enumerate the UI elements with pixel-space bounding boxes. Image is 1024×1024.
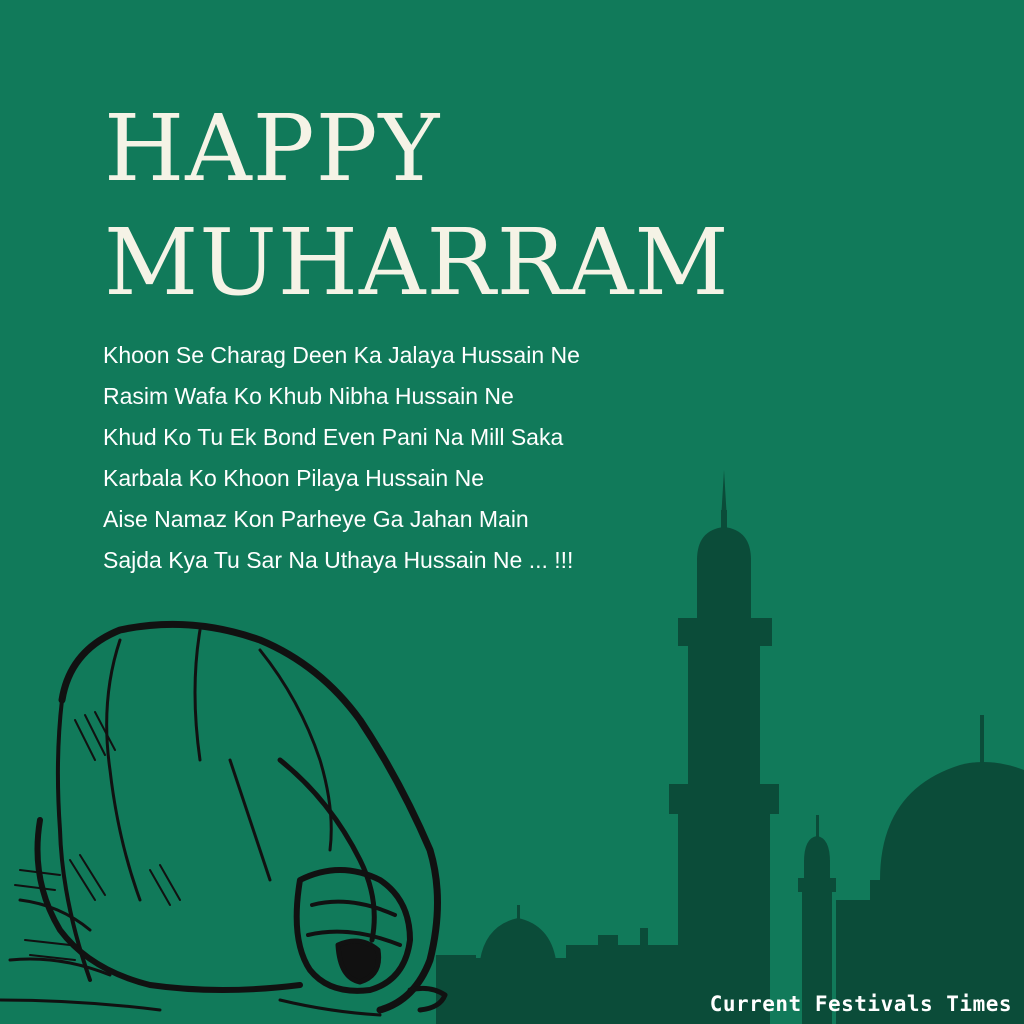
poem-line: Karbala Ko Khoon Pilaya Hussain Ne <box>103 465 485 491</box>
greeting-title <box>104 92 730 320</box>
poem-verses <box>103 335 580 581</box>
poem-line: Khud Ko Tu Ek Bond Even Pani Na Mill Saka <box>103 424 564 450</box>
watermark-credit: Current Festivals Times <box>709 992 1012 1016</box>
poem-line: Aise Namaz Kon Parheye Ga Jahan Main <box>103 506 529 532</box>
poem-line: Sajda Kya Tu Sar Na Uthaya Hussain Ne ... !!! <box>103 547 574 573</box>
poem-line: Rasim Wafa Ko Khub Nibha Hussain Ne <box>103 383 514 409</box>
poem-line: Khoon Se Charag Deen Ka Jalaya Hussain Ne <box>103 342 580 368</box>
title-line-muharram: MUHARRAM <box>104 209 730 316</box>
title-line-happy: HAPPY <box>104 95 441 202</box>
